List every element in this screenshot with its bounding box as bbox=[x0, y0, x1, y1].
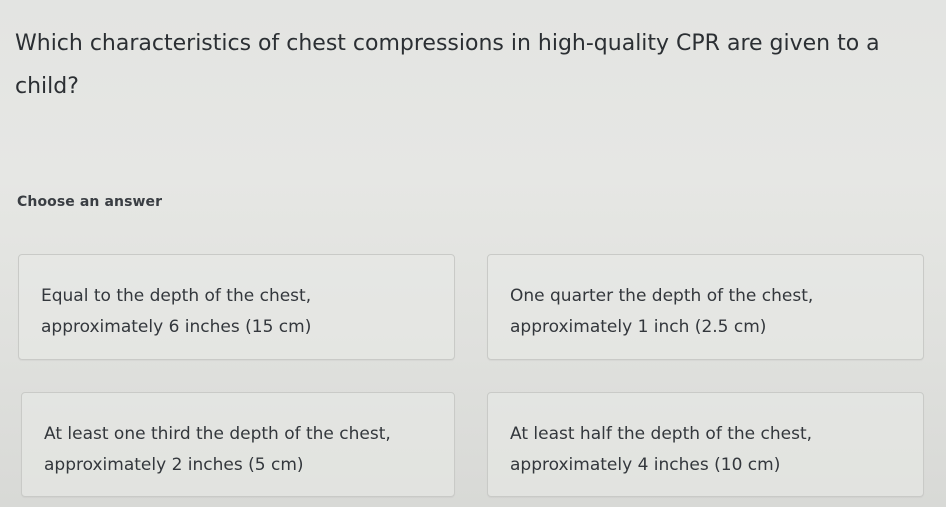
answer-option-text bbox=[510, 281, 907, 343]
answer-option-3[interactable] bbox=[21, 392, 455, 497]
answer-option-text bbox=[44, 419, 438, 481]
question-text: Which characteristics of chest compressions in high-quality CPR are given to a child? bbox=[15, 31, 880, 99]
answer-line-2: approximately 6 inches (15 cm) bbox=[41, 317, 312, 337]
answer-line-2: approximately 4 inches (10 cm) bbox=[510, 455, 781, 475]
answer-option-4[interactable] bbox=[487, 392, 924, 497]
answer-line-1: At least half the depth of the chest, bbox=[510, 424, 813, 444]
choose-answer-label: Choose an answer bbox=[17, 194, 163, 210]
answer-option-2[interactable] bbox=[487, 254, 924, 360]
answer-option-1[interactable] bbox=[18, 254, 455, 360]
answer-line-2: approximately 2 inches (5 cm) bbox=[44, 455, 304, 475]
answer-line-1: One quarter the depth of the chest, bbox=[510, 286, 814, 306]
answer-option-text bbox=[41, 281, 438, 343]
question-area bbox=[0, 0, 946, 170]
answer-option-text bbox=[510, 419, 907, 481]
answer-line-1: Equal to the depth of the chest, bbox=[41, 286, 312, 306]
answer-line-2: approximately 1 inch (2.5 cm) bbox=[510, 317, 767, 337]
answer-line-1: At least one third the depth of the chest, bbox=[44, 424, 391, 444]
